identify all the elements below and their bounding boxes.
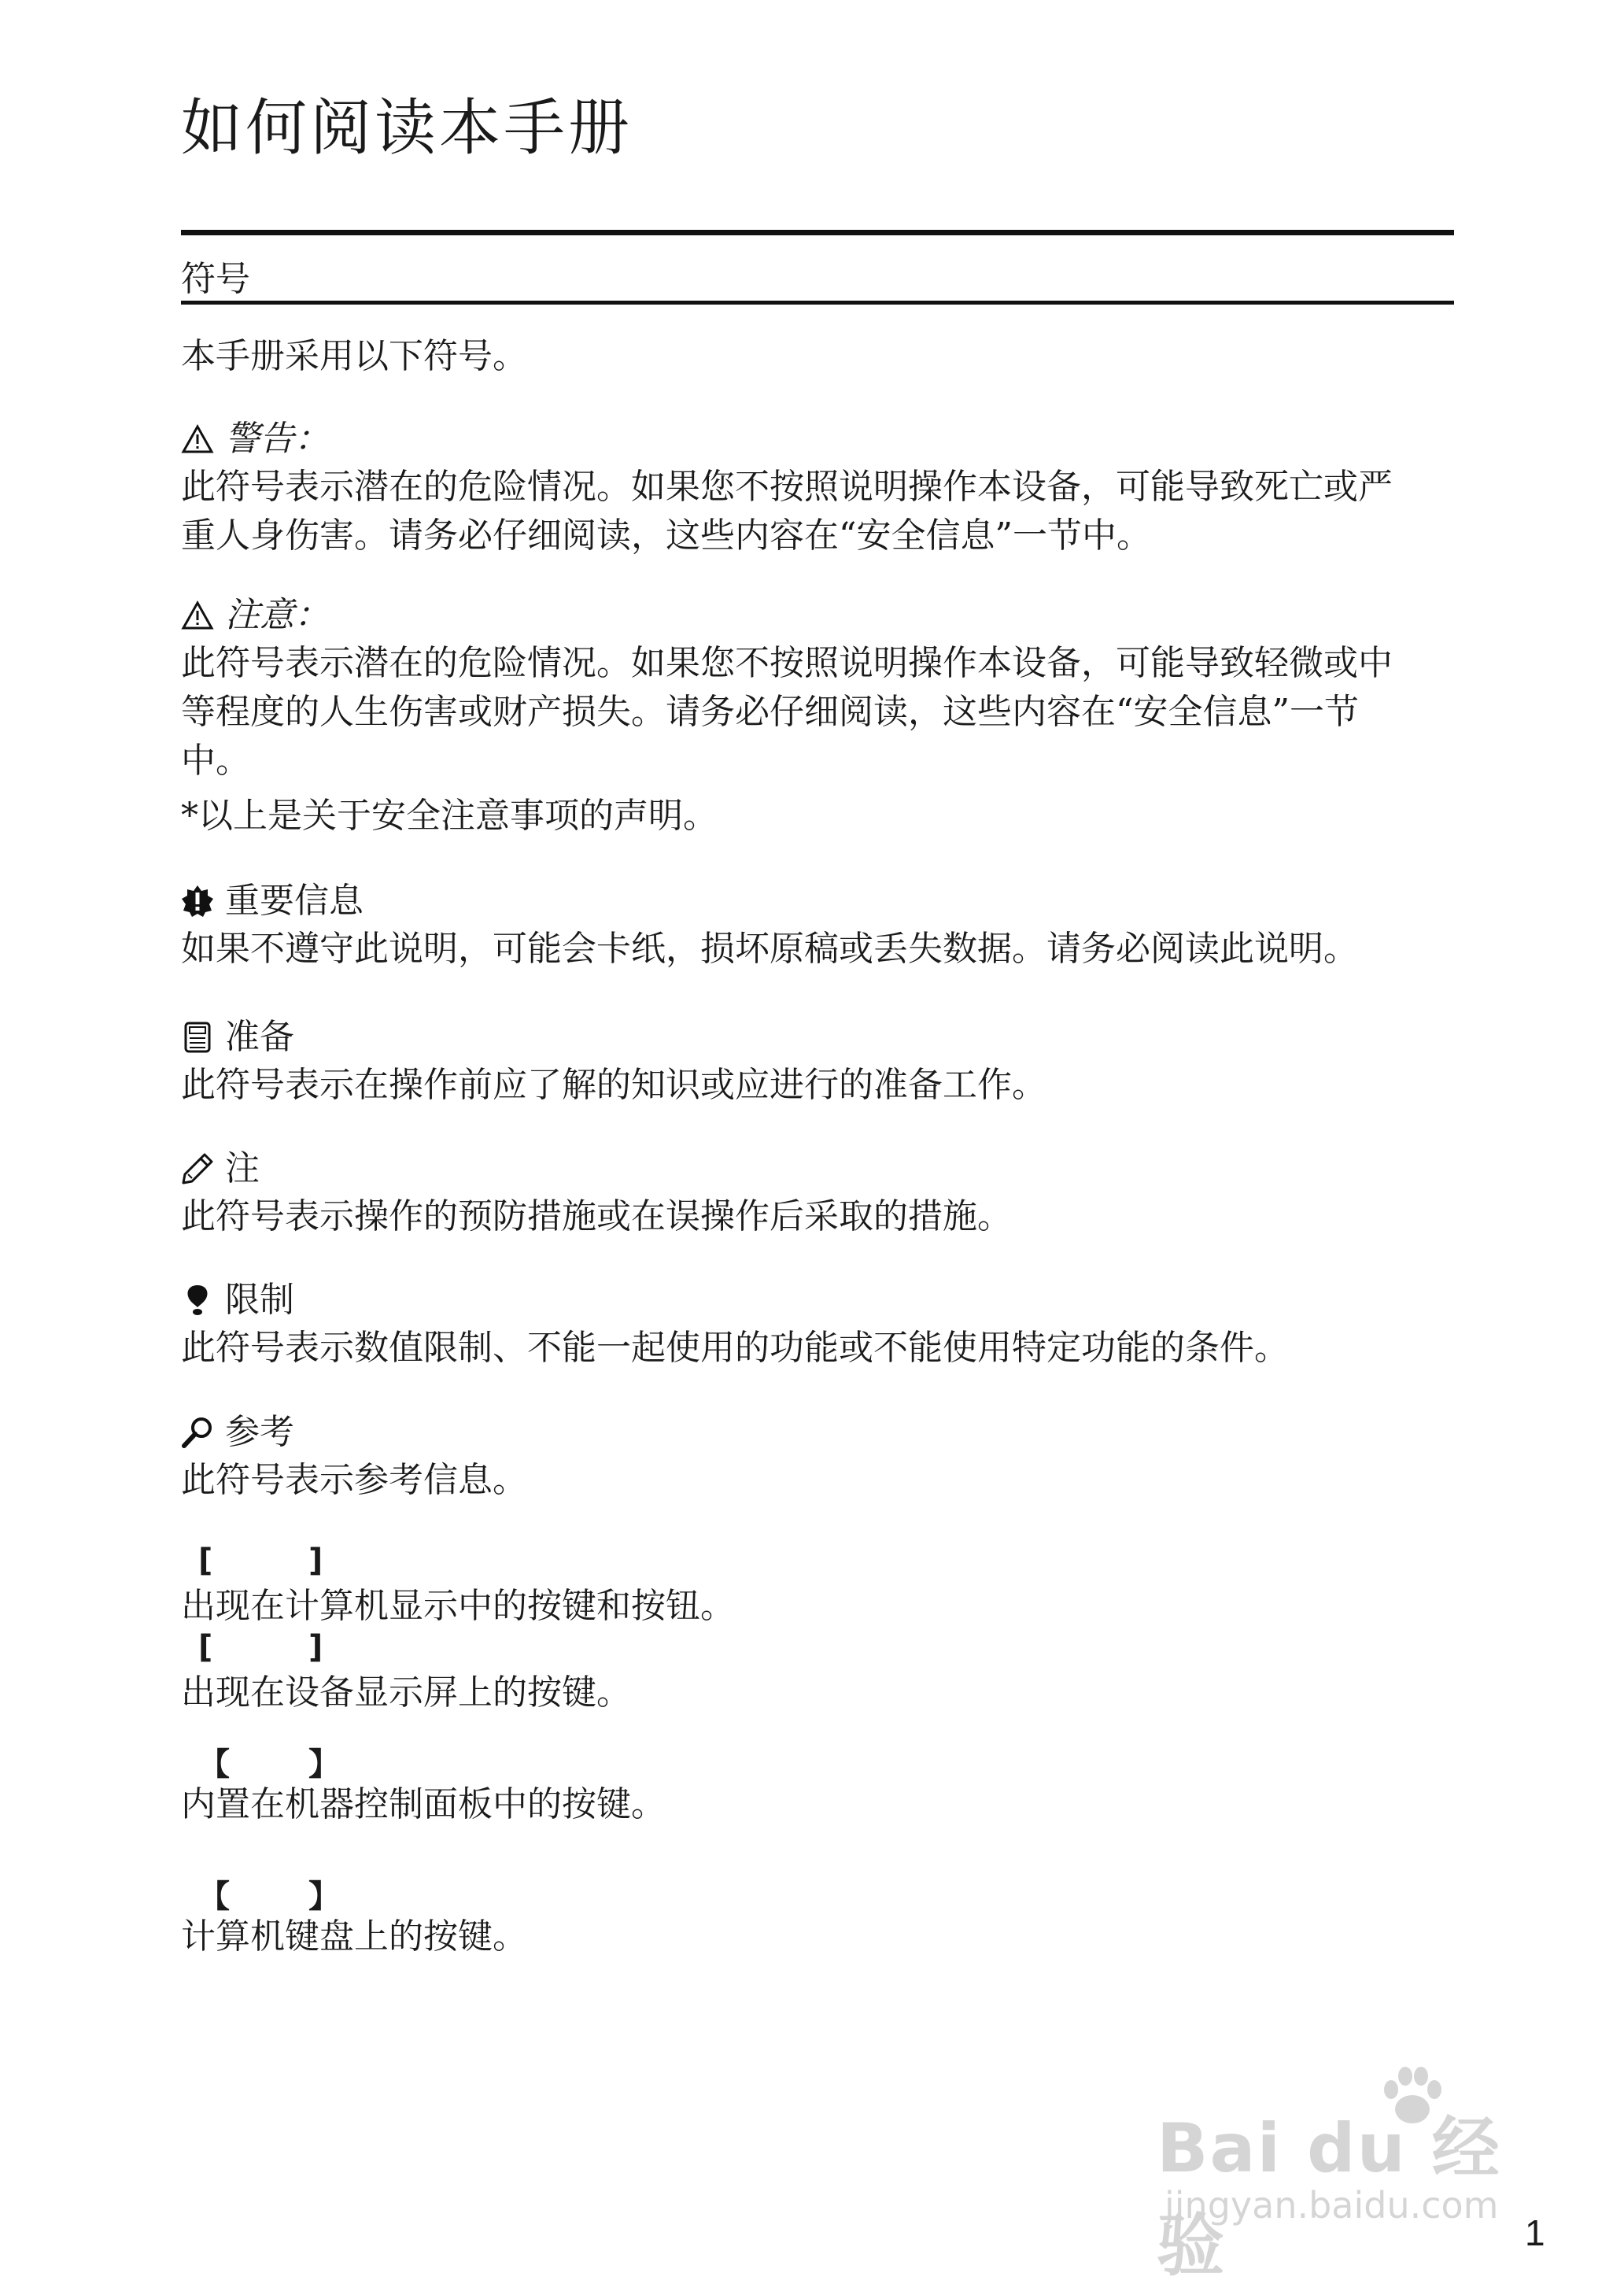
magnifier-icon (181, 1416, 214, 1449)
warning-label: 警告： (225, 419, 329, 459)
watermark-text: Bai du 经验 (1157, 2109, 1501, 2286)
warning-text-line-1: 此符号表示潜在的危险情况。如果您不按照说明操作本设备，可能导致死亡或严 (181, 467, 1393, 507)
bracket-open: [ (198, 1543, 213, 1579)
note-text: 此符号表示操作的预防措施或在误操作后采取的措施。 (181, 1196, 1012, 1236)
key-desc-2-block (181, 1669, 1460, 1717)
intro-block (181, 332, 1460, 381)
intro-text: 本手册采用以下符号。 (181, 336, 527, 376)
reference-heading (181, 1409, 1460, 1456)
limitation-heading (181, 1277, 1460, 1324)
watermark-url: jingyan.baidu.com (1164, 2184, 1499, 2227)
preparation-text: 此符号表示在操作前应了解的知识或应进行的准备工作。 (181, 1065, 1046, 1105)
key-desc-1: 出现在计算机显示中的按键和按钮。 (181, 1586, 735, 1626)
warning-text-line-2: 重人身伤害。请务必仔细阅读，这些内容在“安全信息”一节中。 (181, 516, 1151, 556)
limitation-block (181, 1277, 1460, 1373)
note-heading (181, 1145, 1460, 1192)
bracket-open: 【 (198, 1746, 230, 1783)
page-title: 如何阅读本手册 (181, 93, 633, 164)
caution-text-line-1: 此符号表示潜在的危险情况。如果您不按照说明操作本设备，可能导致轻微或中 (181, 643, 1393, 683)
notebook-icon (181, 1021, 214, 1054)
bracket-open: [ (198, 1629, 213, 1665)
safety-note: *以上是关于安全注意事项的声明。 (181, 796, 718, 836)
preparation-heading (181, 1014, 1460, 1061)
key-desc-1-block (181, 1582, 1460, 1631)
important-heading (181, 878, 1460, 925)
key-desc-3: 内置在机器控制面板中的按键。 (181, 1784, 666, 1824)
reference-text: 此符号表示参考信息。 (181, 1460, 527, 1500)
note-label: 注 (225, 1148, 260, 1188)
limit-icon (181, 1284, 214, 1317)
note-block (181, 1145, 1460, 1241)
reference-label: 参考 (225, 1412, 294, 1452)
bracket-close: ] (308, 1543, 323, 1579)
preparation-label: 准备 (225, 1017, 294, 1057)
caution-text-line-3: 中。 (181, 741, 250, 781)
bracket-close: ] (308, 1629, 323, 1665)
caution-block (181, 592, 1460, 841)
section-title: 符号 (181, 259, 250, 299)
caution-heading (181, 592, 1460, 639)
important-label: 重要信息 (225, 881, 364, 921)
important-block (181, 878, 1460, 974)
caution-triangle-icon (181, 599, 214, 632)
pencil-icon (181, 1152, 214, 1185)
reference-block (181, 1409, 1460, 1505)
section-rule-bottom (181, 301, 1454, 305)
key-desc-2: 出现在设备显示屏上的按键。 (181, 1672, 631, 1713)
baidu-watermark (1157, 2062, 1550, 2286)
important-text: 如果不遵守此说明，可能会卡纸，损坏原稿或丢失数据。请务必阅读此说明。 (181, 929, 1358, 969)
caution-label: 注意： (225, 595, 329, 635)
bracket-open: 【 (198, 1879, 230, 1915)
limitation-text: 此符号表示数值限制、不能一起使用的功能或不能使用特定功能的条件。 (181, 1328, 1289, 1368)
key-desc-4: 计算机键盘上的按键。 (181, 1916, 527, 1957)
key-desc-4-block (181, 1913, 1460, 1961)
preparation-block (181, 1014, 1460, 1110)
limitation-label: 限制 (225, 1280, 294, 1320)
bracket-close: 】 (308, 1879, 340, 1915)
key-desc-3-block (181, 1780, 1460, 1829)
caution-text-line-2: 等程度的人生伤害或财产损失。请务必仔细阅读，这些内容在“安全信息”一节 (181, 692, 1359, 732)
section-rule-top (181, 230, 1454, 235)
warning-triangle-icon (181, 423, 214, 456)
warning-block (181, 416, 1460, 560)
important-icon (181, 885, 214, 918)
page-number: 1 (1525, 2212, 1545, 2253)
bracket-close: 】 (308, 1746, 340, 1783)
warning-heading (181, 416, 1460, 463)
